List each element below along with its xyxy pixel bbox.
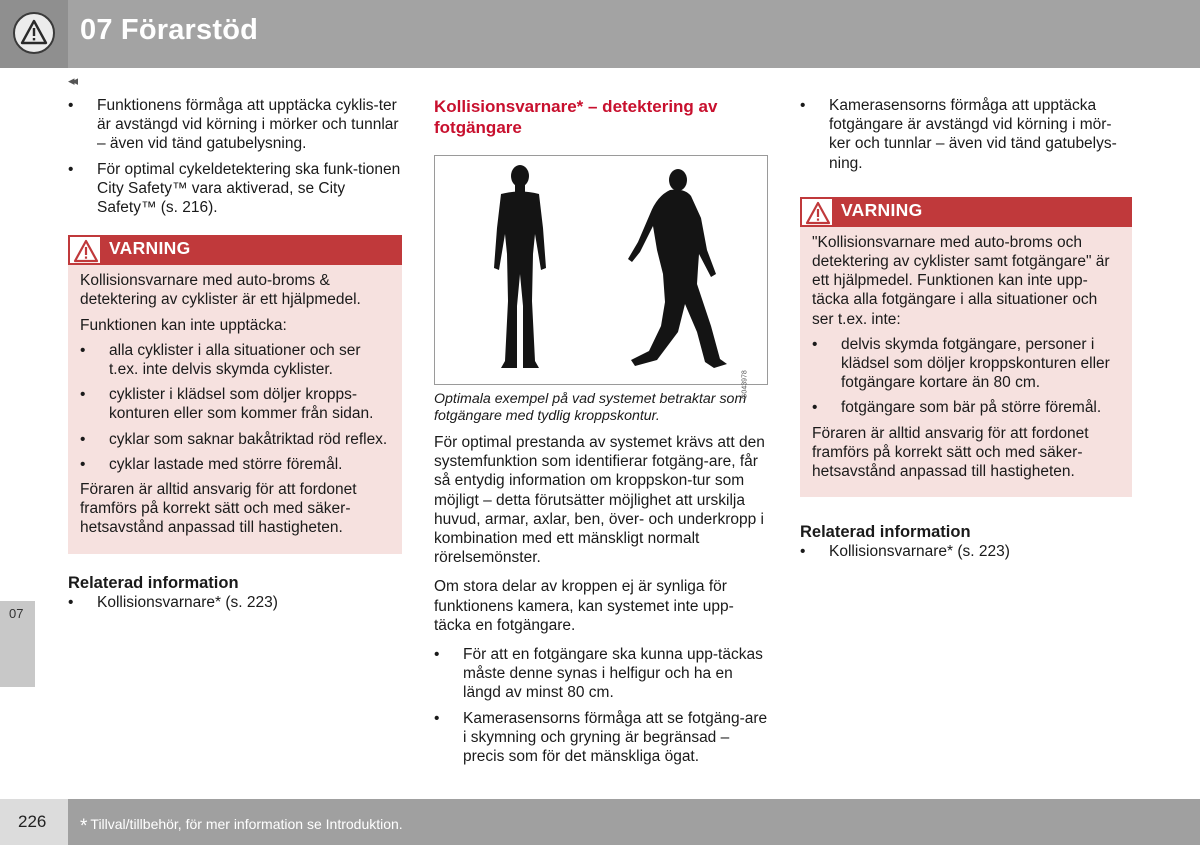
rewind-icon[interactable]: ◂◂ bbox=[68, 73, 76, 88]
list-item: • delvis skymda fotgängare, personer i klädsel som döljer kroppskonturen eller fotgängare kortare än 80 cm. bbox=[812, 335, 1110, 392]
list-item: • Kamerasensorns förmåga att se fotgäng-are i skymning och gryning är begränsad – precis som för det mänskliga ögat. bbox=[434, 709, 768, 766]
warning-header bbox=[800, 197, 1132, 227]
bullet-icon: • bbox=[80, 341, 86, 359]
warning-triangle-icon bbox=[13, 12, 55, 54]
list-item: • Funktionens förmåga att upptäcka cyklis-ter är avstängd vid körning i mörker och tunnlar – även vid tänd gatubelysning. bbox=[68, 97, 399, 153]
footnote bbox=[80, 813, 403, 835]
bullet-icon: • bbox=[812, 335, 818, 353]
column-middle bbox=[434, 96, 770, 772]
bullet-icon: • bbox=[800, 543, 806, 561]
warning-text: Föraren är alltid ansvarig för att fordonet framförs på korrekt sätt och med säker-hetsavstånd anpassad till hastigheten. bbox=[812, 424, 1089, 481]
bullet-icon: • bbox=[80, 430, 86, 448]
bullet-icon: • bbox=[812, 399, 818, 417]
column-left bbox=[68, 96, 402, 618]
bullet-icon: • bbox=[68, 160, 74, 178]
list-item: • cyklar lastade med större föremål. bbox=[80, 455, 343, 473]
list-item: • Kamerasensorns förmåga att upptäcka fotgängare är avstängd vid körning i mör-ker och tunnlar – även vid tänd gatubelys-ning. bbox=[800, 97, 1117, 172]
warning-text: Kollisionsvarnare med auto-broms & detektering av cyklister är ett hjälpmedel. bbox=[80, 272, 361, 309]
warning-box bbox=[800, 197, 1132, 497]
related-link[interactable]: • Kollisionsvarnare* (s. 223) bbox=[68, 593, 278, 611]
pedestrian-silhouettes-icon bbox=[435, 156, 769, 386]
warning-box bbox=[68, 235, 402, 553]
warning-body bbox=[800, 227, 1132, 497]
sidebar-strip bbox=[0, 68, 35, 601]
body-paragraph: Om stora delar av kroppen ej är synliga för funktionens kamera, kan systemet inte upp-täcka en fotgängare. bbox=[434, 578, 734, 634]
list-item: • alla cyklister i alla situationer och ser t.ex. inte delvis skymda cyklister. bbox=[80, 341, 361, 379]
related-info-heading: Relaterad information bbox=[800, 523, 971, 542]
warning-label: VARNING bbox=[109, 238, 191, 259]
section-heading: Kollisionsvarnare* – detektering av fotgängare bbox=[434, 97, 718, 137]
figure-code: G043978 bbox=[741, 370, 749, 399]
warning-label: VARNING bbox=[841, 199, 923, 220]
body-paragraph: För optimal prestanda av systemet krävs att den systemfunktion som identifierar fotgäng-are, får så entydig information om kroppskon-tur som möjligt – detta förutsätter möjlighet att urskilja huvud, armar, axlar, ben, över- och underkropp i kombination med ett mänskligt normalt rörelsemönster. bbox=[434, 434, 765, 567]
bullet-icon: • bbox=[68, 97, 74, 114]
warning-text: Funktionen kan inte upptäcka: bbox=[80, 316, 287, 334]
warning-body bbox=[68, 265, 402, 553]
list-item: • cyklister i klädsel som döljer kropps-konturen eller som kommer från sidan. bbox=[80, 386, 374, 423]
bullet-icon: • bbox=[80, 455, 86, 473]
page-number: 226 bbox=[18, 812, 47, 831]
bullet-icon: • bbox=[800, 97, 806, 114]
warning-header bbox=[68, 235, 402, 265]
footnote-text: Tillval/tillbehör, för mer information se Introduktion. bbox=[90, 816, 403, 832]
related-info-heading: Relaterad information bbox=[68, 573, 239, 592]
bullet-icon: • bbox=[80, 386, 86, 404]
list-item: • För att en fotgängare ska kunna upp-täckas måste denne synas i helfigur och ha en längd av minst 80 cm. bbox=[434, 646, 763, 702]
chapter-title: 07 Förarstöd bbox=[80, 14, 259, 46]
warning-text: "Kollisionsvarnare med auto-broms och detektering av cyklister samt fotgängare" är ett hjälpmedel. Funktionen kan inte upp-täcka alla fotgängare i alla situationer och ser t.ex. inte: bbox=[812, 233, 1110, 328]
list-item: • fotgängare som bär på större föremål. bbox=[812, 399, 1102, 417]
pedestrian-figure bbox=[434, 155, 768, 399]
warning-triangle-icon bbox=[800, 197, 834, 227]
footnote-star: * bbox=[80, 816, 88, 837]
related-link[interactable]: • Kollisionsvarnare* (s. 223) bbox=[800, 543, 1010, 561]
figure-caption: Optimala exempel på vad systemet betraktar som fotgängare med tydlig kroppskontur. bbox=[434, 391, 747, 424]
bullet-icon: • bbox=[68, 593, 74, 611]
chapter-tab-label: 07 bbox=[9, 606, 24, 621]
bullet-icon: • bbox=[434, 646, 440, 664]
warning-text: Föraren är alltid ansvarig för att fordonet framförs på korrekt sätt och med säker-hetsavstånd anpassad till hastigheten. bbox=[80, 481, 357, 537]
list-item: • För optimal cykeldetektering ska funk-tionen City Safety™ vara aktiverad, se City Safety™ (s. 216). bbox=[68, 160, 401, 217]
column-right bbox=[800, 96, 1132, 568]
list-item: • cyklar som saknar bakåtriktad röd reflex. bbox=[80, 430, 388, 448]
bullet-icon: • bbox=[434, 709, 440, 727]
warning-triangle-icon bbox=[68, 235, 102, 265]
